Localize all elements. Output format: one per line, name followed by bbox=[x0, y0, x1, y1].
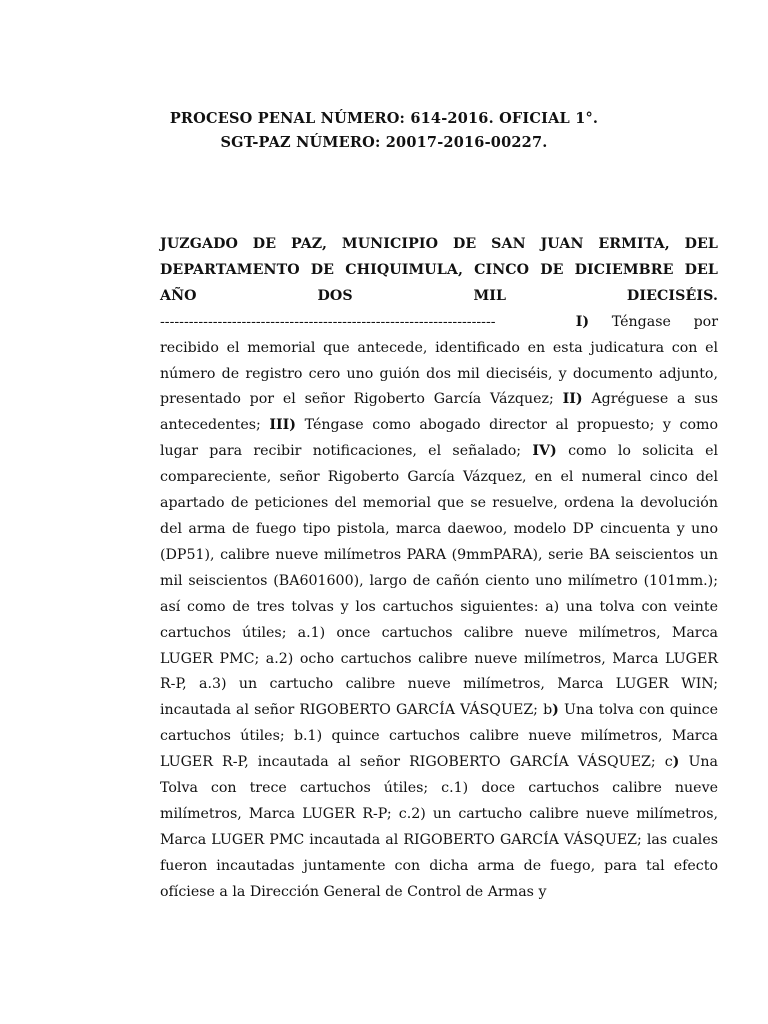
dash-filler: ---------------------------------------------------------------------- bbox=[160, 313, 496, 330]
item-mark-b: ) bbox=[552, 702, 559, 719]
court-header: JUZGADO DE PAZ, MUNICIPIO DE SAN JUAN ERMITA, DEL DEPARTAMENTO DE CHIQUIMULA, CINCO DE DICIEMBRE DEL AÑO DOS MIL DIECISÉIS. bbox=[160, 236, 718, 304]
section-text-iii: Téngase como abogado director al propuesto; y como lugar para recibir notificaciones, el señalado; bbox=[160, 417, 718, 460]
section-mark-iv: IV) bbox=[532, 443, 557, 460]
section-text-iv: como lo solicita el compareciente, señor Rigoberto García Vázquez, en el numeral cinco del apartado de peticiones del memorial que se resuelve, ordena la devolución del arma de fuego tipo pistola, marca daewoo, modelo DP cincuenta y uno (DP51), calibre nueve milímetros PARA (9mmPARA), serie BA seiscientos un mil seiscientos (BA601600), largo de cañón ciento uno milímetro (101mm.); así como de tres tolvas y los cartuchos siguientes: a) una tolva con veinte cartuchos útiles; a.1) once cartuchos calibre nueve milímetros, Marca LUGER PMC; a.2) ocho cartuchos calibre nueve milímetros, Marca LUGER R-P, a.3) un cartucho calibre nueve milímetros, Marca LUGER WIN; incautada al señor RIGOBERTO GARCÍA VÁSQUEZ; b bbox=[160, 443, 719, 719]
heading-sgt-number: SGT-PAZ NÚMERO: 20017-2016-00227. bbox=[220, 134, 548, 151]
section-text-ii: Agréguese a sus antecedentes; bbox=[160, 391, 718, 434]
item-text-b: Una tolva con quince cartuchos útiles; b.1) quince cartuchos calibre nueve milímetros, Marca LUGER R-P, incautada al señor RIGOBERTO GARCÍA VÁSQUEZ; c bbox=[160, 702, 718, 771]
section-mark-ii: II) bbox=[562, 391, 583, 408]
resolution-paragraph bbox=[160, 232, 718, 906]
section-mark-i: I) bbox=[575, 313, 590, 330]
heading-case-number: PROCESO PENAL NÚMERO: 614-2016. OFICIAL 1°. bbox=[169, 110, 599, 127]
item-text-c: Una Tolva con trece cartuchos útiles; c.1) doce cartuchos calibre nueve milímetros, Marca LUGER R-P; c.2) un cartucho calibre nueve milímetros, Marca LUGER PMC incautada al RIGOBERTO GARCÍA VÁSQUEZ; las cuales fueron incautadas juntamente con dicha arma de fuego, para tal efecto ofíciese a la Dirección General de Control de Armas y bbox=[160, 754, 719, 900]
document-heading bbox=[0, 107, 768, 155]
item-mark-c: ) bbox=[672, 754, 680, 771]
resolution-body bbox=[160, 232, 718, 906]
section-mark-iii: III) bbox=[269, 417, 297, 434]
section-text-i: Téngase por recibido el memorial que antecede, identificado en esta judicatura con el número de registro cero uno guión dos mil dieciséis, y documento adjunto, presentado por el señor Rigoberto García Vázquez; bbox=[160, 313, 718, 408]
